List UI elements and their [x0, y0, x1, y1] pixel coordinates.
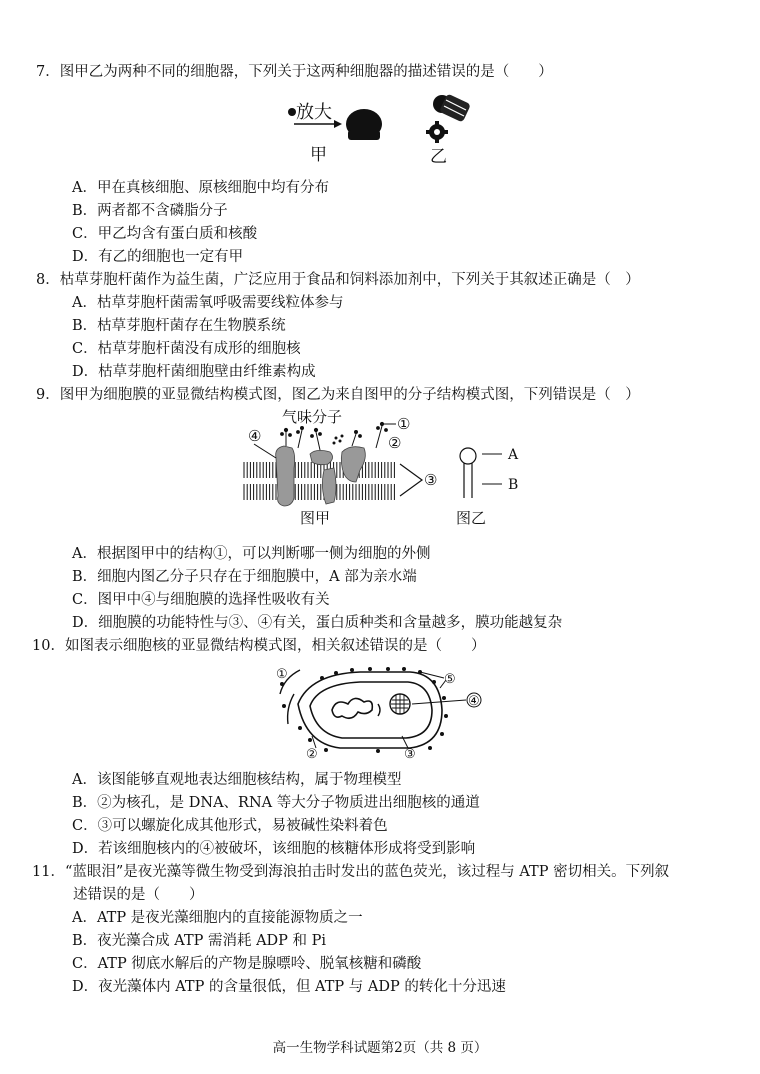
label-1: ① — [397, 415, 411, 433]
glycocalyx — [281, 422, 388, 450]
label-b: B — [508, 477, 519, 493]
organelle-figure — [280, 92, 480, 166]
q8-option-c: C．枯草芽胞杆菌没有成形的细胞核 — [72, 341, 301, 357]
q11-option-a: A．ATP 是夜光藻细胞内的直接能源物质之一 — [72, 910, 363, 926]
nuclear-envelope — [280, 670, 442, 748]
nucleus-figure — [270, 664, 490, 760]
q10-option-d: D．若该细胞核内的④被破坏，该细胞的核糖体形成将受到影响 — [72, 841, 476, 857]
odor-molecule-label: 气味分子 — [282, 408, 343, 426]
q9-option-a: A．根据图甲中的结构①，可以判断哪一侧为细胞的外侧 — [72, 546, 431, 562]
q11-option-d: D．夜光藻体内 ATP 的含量很低，但 ATP 与 ADP 的转化十分迅速 — [72, 979, 506, 995]
channel-protein — [322, 468, 336, 504]
label-4: ④ — [248, 427, 262, 445]
dot-icon — [288, 108, 296, 116]
label-2: ② — [388, 434, 402, 452]
q9-option-c: C．图甲中④与细胞膜的选择性吸收有关 — [72, 592, 330, 608]
label-jia: 甲 — [310, 145, 327, 165]
label-4: ④ — [468, 694, 480, 709]
caption-jia: 图甲 — [300, 509, 331, 527]
label-2: ② — [306, 747, 318, 760]
q9-option-d: D．细胞膜的功能特性与③、④有关，蛋白质种类和含量越多，膜功能越复杂 — [72, 615, 563, 631]
q8-option-a: A．枯草芽胞杆菌需氧呼吸需要线粒体参与 — [72, 295, 344, 311]
membrane-protein-4 — [276, 446, 295, 506]
caption-yi: 图乙 — [456, 509, 487, 527]
q9-option-b: B．细胞内图乙分子只存在于细胞膜中，A 部为亲水端 — [72, 569, 417, 585]
label-a: A — [508, 447, 519, 463]
ribosomes — [280, 667, 448, 753]
q10-option-c: C．③可以螺旋化成其他形式，易被碱性染料着色 — [72, 818, 388, 834]
q10-option-a: A．该图能够直观地表达细胞核结构，属于物理模型 — [72, 772, 402, 788]
q11-option-b: B．夜光藻合成 ATP 需消耗 ADP 和 Pi — [72, 933, 327, 949]
nucleolus — [390, 694, 410, 714]
question-11-stem-line-1: 11．“蓝眼泪”是夜光藻等微生物受到海浪拍击时发出的蓝色荧光，该过程与 ATP 密切相关。下列叙 — [32, 864, 670, 880]
label-3: ③ — [424, 471, 438, 489]
q7-option-d: D．有乙的细胞也一定有甲 — [72, 249, 244, 265]
phospholipid-molecule — [460, 448, 502, 498]
question-9-stem: 9．图甲为细胞膜的亚显微结构模式图，图乙为来自图甲的分子结构模式图，下列错误是（ ） — [36, 387, 640, 403]
receptor-protein — [341, 447, 365, 482]
q10-option-b: B．②为核孔，是 DNA、RNA 等大分子物质进出细胞核的通道 — [72, 795, 480, 811]
chromatin — [332, 698, 372, 718]
peripheral-protein — [310, 450, 333, 464]
question-8-stem: 8．枯草芽胞杆菌作为益生菌，广泛应用于食品和饲料添加剂中，下列关于其叙述正确是（ ） — [36, 272, 640, 288]
organelle-yi-icon — [426, 93, 471, 143]
label-yi: 乙 — [430, 147, 447, 166]
q8-option-d: D．枯草芽胞杆菌细胞壁由纤维素构成 — [72, 364, 316, 380]
label-3: ③ — [404, 747, 416, 760]
q8-option-b: B．枯草芽胞杆菌存在生物膜系统 — [72, 318, 286, 334]
question-7-stem: 7．图甲乙为两种不同的细胞器，下列关于这两种细胞器的描述错误的是（ ） — [36, 64, 553, 80]
question-10-stem: 10．如图表示细胞核的亚显微结构模式图，相关叙述错误的是（ ） — [32, 638, 486, 654]
label-1: ① — [276, 667, 288, 682]
question-11-stem-line-2: 述错误的是（ ） — [73, 887, 204, 903]
zoom-label: 放大 — [296, 102, 332, 123]
q7-option-c: C．甲乙均含有蛋白质和核酸 — [72, 226, 258, 242]
page-footer: 高一生物学科试题第2页（共 8 页） — [272, 1040, 488, 1056]
q11-option-c: C．ATP 彻底水解后的产物是腺嘌呤、脱氧核糖和磷酸 — [72, 956, 422, 972]
membrane-figure — [236, 408, 536, 532]
q7-option-b: B．两者都不含磷脂分子 — [72, 203, 228, 219]
organelle-jia-icon — [346, 109, 382, 140]
q7-option-a: A．甲在真核细胞、原核细胞中均有分布 — [72, 180, 329, 196]
label-5: ⑤ — [444, 672, 456, 687]
arrow-icon — [334, 120, 342, 128]
